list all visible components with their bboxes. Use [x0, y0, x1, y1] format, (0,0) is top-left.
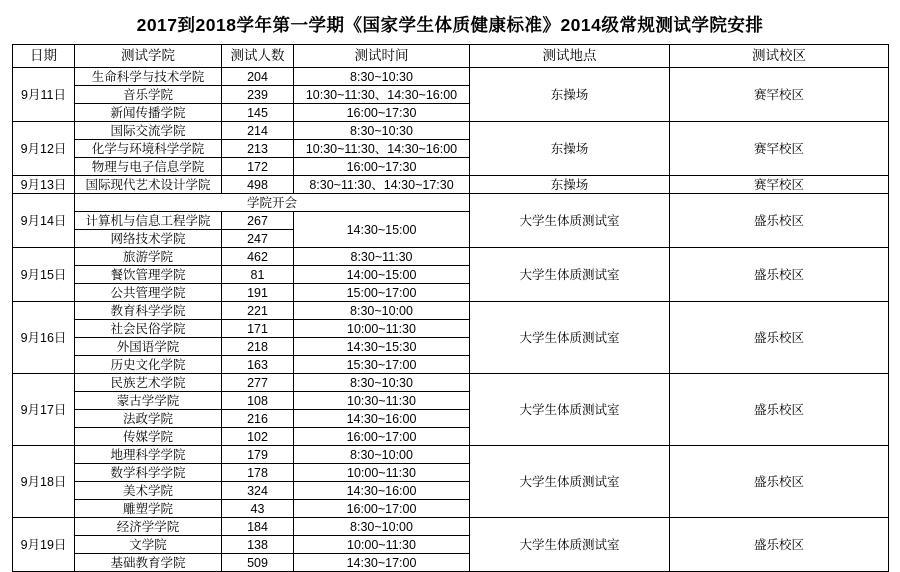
cell-college: 法政学院 — [75, 410, 222, 428]
table-row — [13, 518, 889, 536]
cell-college: 物理与电子信息学院 — [75, 158, 222, 176]
cell-time: 8:30~11:30 — [294, 248, 470, 266]
cell-count: 277 — [222, 374, 294, 392]
cell-time: 8:30~10:30 — [294, 122, 470, 140]
schedule-table — [12, 44, 889, 572]
cell-time: 16:00~17:30 — [294, 158, 470, 176]
page-title: 2017到2018学年第一学期《国家学生体质健康标准》2014级常规测试学院安排 — [136, 15, 764, 35]
table-row — [13, 446, 889, 464]
table-row — [13, 68, 889, 86]
cell-time: 10:30~11:30、14:30~16:00 — [294, 140, 470, 158]
cell-time: 15:00~17:00 — [294, 284, 470, 302]
cell-place: 东操场 — [470, 122, 670, 176]
cell-count: 239 — [222, 86, 294, 104]
cell-time: 8:30~10:00 — [294, 518, 470, 536]
cell-count: 221 — [222, 302, 294, 320]
cell-time: 16:00~17:30 — [294, 104, 470, 122]
cell-college: 生命科学与技术学院 — [75, 68, 222, 86]
cell-date: 9月14日 — [13, 194, 75, 248]
cell-college: 地理科学学院 — [75, 446, 222, 464]
cell-count: 171 — [222, 320, 294, 338]
cell-time: 15:30~17:00 — [294, 356, 470, 374]
cell-college: 社会民俗学院 — [75, 320, 222, 338]
cell-time: 10:30~11:30 — [294, 392, 470, 410]
cell-place: 大学生体质测试室 — [470, 302, 670, 374]
cell-count: 172 — [222, 158, 294, 176]
cell-date: 9月18日 — [13, 446, 75, 518]
cell-date: 9月16日 — [13, 302, 75, 374]
cell-campus: 盛乐校区 — [670, 518, 889, 572]
cell-count: 204 — [222, 68, 294, 86]
cell-campus: 盛乐校区 — [670, 374, 889, 446]
cell-college: 网络技术学院 — [75, 230, 222, 248]
cell-count: 108 — [222, 392, 294, 410]
cell-college: 文学院 — [75, 536, 222, 554]
cell-count: 163 — [222, 356, 294, 374]
cell-date: 9月17日 — [13, 374, 75, 446]
cell-count: 498 — [222, 176, 294, 194]
cell-campus: 盛乐校区 — [670, 194, 889, 248]
cell-count: 218 — [222, 338, 294, 356]
cell-count: 184 — [222, 518, 294, 536]
cell-count: 216 — [222, 410, 294, 428]
cell-time: 16:00~17:00 — [294, 500, 470, 518]
cell-time: 8:30~10:30 — [294, 68, 470, 86]
cell-college: 国际现代艺术设计学院 — [75, 176, 222, 194]
cell-time: 14:30~15:30 — [294, 338, 470, 356]
table-body — [13, 68, 889, 572]
column-header-campus: 测试校区 — [670, 45, 889, 68]
column-header-college: 测试学院 — [75, 45, 222, 68]
cell-time: 8:30~10:00 — [294, 302, 470, 320]
cell-college: 历史文化学院 — [75, 356, 222, 374]
cell-college: 蒙古学学院 — [75, 392, 222, 410]
cell-time: 10:30~11:30、14:30~16:00 — [294, 86, 470, 104]
column-header-time: 测试时间 — [294, 45, 470, 68]
table-row — [13, 122, 889, 140]
cell-college: 雕塑学院 — [75, 500, 222, 518]
cell-college: 传媒学院 — [75, 428, 222, 446]
cell-place: 大学生体质测试室 — [470, 518, 670, 572]
cell-count: 43 — [222, 500, 294, 518]
cell-college: 民族艺术学院 — [75, 374, 222, 392]
table-row — [13, 302, 889, 320]
cell-college: 外国语学院 — [75, 338, 222, 356]
table-row — [13, 176, 889, 194]
cell-count: 509 — [222, 554, 294, 572]
cell-college: 国际交流学院 — [75, 122, 222, 140]
cell-place: 大学生体质测试室 — [470, 374, 670, 446]
cell-count: 81 — [222, 266, 294, 284]
cell-time: 8:30~10:30 — [294, 374, 470, 392]
cell-time: 16:00~17:00 — [294, 428, 470, 446]
table-row — [13, 194, 889, 212]
cell-college: 美术学院 — [75, 482, 222, 500]
cell-place: 东操场 — [470, 68, 670, 122]
cell-time: 14:30~16:00 — [294, 410, 470, 428]
cell-date: 9月11日 — [13, 68, 75, 122]
cell-count: 102 — [222, 428, 294, 446]
cell-time: 14:30~16:00 — [294, 482, 470, 500]
cell-college: 音乐学院 — [75, 86, 222, 104]
cell-count: 462 — [222, 248, 294, 266]
cell-count: 324 — [222, 482, 294, 500]
cell-count: 214 — [222, 122, 294, 140]
cell-date: 9月13日 — [13, 176, 75, 194]
column-header-count: 测试人数 — [222, 45, 294, 68]
cell-place: 大学生体质测试室 — [470, 194, 670, 248]
cell-college: 旅游学院 — [75, 248, 222, 266]
cell-place: 大学生体质测试室 — [470, 446, 670, 518]
cell-count: 213 — [222, 140, 294, 158]
cell-college: 基础教育学院 — [75, 554, 222, 572]
table-header-row — [13, 45, 889, 68]
column-header-date: 日期 — [13, 45, 75, 68]
cell-college: 计算机与信息工程学院 — [75, 212, 222, 230]
cell-count: 191 — [222, 284, 294, 302]
cell-campus: 赛罕校区 — [670, 68, 889, 122]
cell-time: 10:00~11:30 — [294, 320, 470, 338]
table-row — [13, 248, 889, 266]
cell-count: 179 — [222, 446, 294, 464]
cell-count: 145 — [222, 104, 294, 122]
cell-campus: 赛罕校区 — [670, 122, 889, 176]
cell-campus: 盛乐校区 — [670, 248, 889, 302]
cell-meeting-notice: 学院开会 — [75, 194, 470, 212]
cell-time: 10:00~11:30 — [294, 464, 470, 482]
cell-campus: 赛罕校区 — [670, 176, 889, 194]
cell-college: 化学与环境科学学院 — [75, 140, 222, 158]
cell-college: 新闻传播学院 — [75, 104, 222, 122]
cell-college: 公共管理学院 — [75, 284, 222, 302]
cell-count: 138 — [222, 536, 294, 554]
table-row — [13, 374, 889, 392]
cell-college: 教育科学学院 — [75, 302, 222, 320]
cell-count: 267 — [222, 212, 294, 230]
cell-time: 14:30~17:00 — [294, 554, 470, 572]
column-header-place: 测试地点 — [470, 45, 670, 68]
cell-college: 经济学学院 — [75, 518, 222, 536]
cell-campus: 盛乐校区 — [670, 446, 889, 518]
cell-date: 9月12日 — [13, 122, 75, 176]
cell-date: 9月15日 — [13, 248, 75, 302]
cell-time: 14:30~15:00 — [294, 212, 470, 248]
cell-college: 数学科学学院 — [75, 464, 222, 482]
cell-time: 10:00~11:30 — [294, 536, 470, 554]
cell-time: 8:30~11:30、14:30~17:30 — [294, 176, 470, 194]
cell-college: 餐饮管理学院 — [75, 266, 222, 284]
table-header — [13, 45, 889, 68]
cell-place: 东操场 — [470, 176, 670, 194]
cell-time: 14:00~15:00 — [294, 266, 470, 284]
cell-count: 247 — [222, 230, 294, 248]
cell-time: 8:30~10:00 — [294, 446, 470, 464]
cell-date: 9月19日 — [13, 518, 75, 572]
cell-campus: 盛乐校区 — [670, 302, 889, 374]
cell-place: 大学生体质测试室 — [470, 248, 670, 302]
cell-count: 178 — [222, 464, 294, 482]
